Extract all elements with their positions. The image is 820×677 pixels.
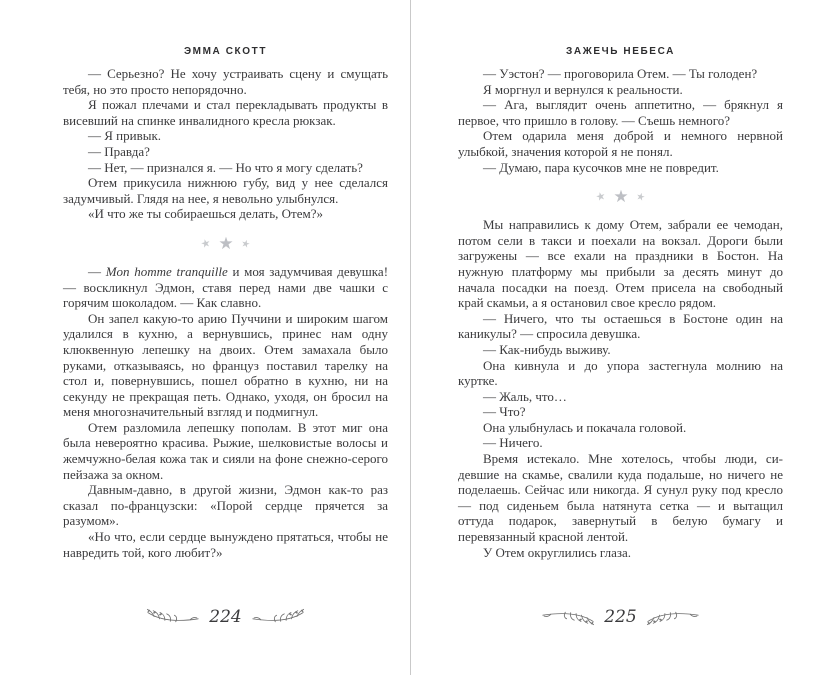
paragraph: — Как-нибудь выживу.	[483, 341, 611, 357]
star-icon: ★	[595, 190, 608, 205]
paragraph: «Но что, если сердце вынуждено прятаться, чтобы не навредить той, кого любит?»	[63, 529, 388, 560]
paragraph: — Серьезно? Не хочу устраивать сцену и смущать тебя, но это просто непорядочно.	[63, 66, 388, 97]
paragraph: — Что?	[483, 404, 526, 420]
paragraph: Отем разломила лепешку пополам. В этот миг она была невероятно красива. Рыжие, шелковистые волосы и жемчужно-белая кожа так и сияли на фоне снежно-серого пейзажа за окном.	[63, 419, 388, 482]
running-head-title: ЗАЖЕЧЬ НЕБЕСА	[566, 46, 675, 57]
paragraph: Отем одарила меня доброй и немного нервной улыбкой, значения которой я не понял.	[458, 128, 783, 159]
paragraph: — Я привык.	[88, 128, 162, 144]
paragraph: «И что же ты собираешься делать, Отем?»	[88, 206, 324, 222]
star-icon: ★	[239, 237, 251, 251]
paragraph: — Ага, выглядит очень аппетитно, — брякнул я первое, что пришло в голову. — Съешь немного?	[458, 97, 783, 128]
star-icon: ★	[218, 233, 234, 253]
paragraph: Время истекало. Мне хотелось, чтобы люди, сидевшие на скамье, свалили куда подальше, но ничего не поделаешь. Сейчас или никогда. Я сунул руку под кресло — под сиденьем была натянута сетка — и вытащил оттуда подарок, завернутый в белую бумагу и перевязанный красной лентой.	[458, 451, 783, 545]
paragraph: — Правда?	[88, 143, 150, 159]
running-head-author: ЭММА СКОТТ	[183, 46, 268, 57]
paragraph: — Уэстон? — проговорила Отем. — Ты голоден?	[483, 66, 758, 81]
paragraph: — Думаю, пара кусочков мне не повредит.	[483, 159, 719, 175]
paragraph: — Ничего.	[483, 435, 543, 451]
footer-flourish-left-icon	[541, 607, 595, 627]
paragraph: Отем прикусила нижнюю губу, вид у нее сделался задумчивый. Глядя на нее, я невольно улыбнулся.	[63, 175, 388, 206]
footer-flourish-right-icon	[251, 607, 305, 627]
paragraph: Она кивнула и до упора застегнула молнию на куртке.	[458, 357, 783, 389]
paragraph: — Нет, — признался я. — Но что я могу сделать?	[88, 159, 363, 175]
paragraph: — Mon homme tranquille и моя задумчивая девушка! — воскликнул Эдмон, ставя перед нами две чашки с горячим шоколадом. — Как славно.	[63, 263, 389, 311]
paragraph: Она улыбнулась и покачала головой.	[483, 419, 687, 435]
paragraph: У Отем округлились глаза.	[483, 544, 632, 560]
page-number-right: 225	[604, 607, 637, 627]
spread-divider	[410, 0, 411, 675]
paragraph: — Ничего, что ты остаешься в Бостоне один на каникулы? — спросила девушка.	[458, 310, 783, 342]
star-icon: ★	[613, 187, 629, 207]
page-left	[63, 0, 388, 677]
section-divider-stars	[458, 188, 783, 205]
page-number-left: 224	[209, 607, 242, 627]
star-icon: ★	[634, 191, 646, 205]
section-divider-stars	[63, 235, 388, 252]
paragraph: Давным-давно, в другой жизни, Эдмон как-то раз сказал по-французски: «Порой сердце прячется за разумом».	[63, 482, 388, 529]
page-footer-left	[63, 607, 388, 627]
star-icon: ★	[200, 236, 213, 251]
page-footer-right	[458, 607, 783, 627]
page-body-right	[458, 66, 783, 560]
page-body-left	[63, 66, 388, 560]
paragraph: — Жаль, что…	[483, 388, 567, 404]
paragraph: Мы направились к дому Отем, забрали ее чемодан, потом сели в такси и поехали на вокзал. Дороги были загружены — все ехали на праздники в Бостон. На нужную платформу мы прибыли за десять минут до начала посадки на поезд. Отем присела на свободный край скамьи, а я остановил свое кресло рядом.	[458, 217, 783, 311]
paragraph: Он запел какую-то арию Пуччини и широким шагом удалился в кухню, а вернувшись, принес нам одну клюквенную лепешку на двоих. Отем замахала было руками, отказываясь, но француз поставил тарелку на стол и, повернувшись, пошел обратно в кухню, ни на секунду не прекращая петь. Однако, уходя, он бросил на меня многозначительный взгляд и подмигнул.	[63, 310, 388, 420]
footer-flourish-left-icon	[146, 607, 200, 627]
paragraph: Я моргнул и вернулся к реальности.	[483, 81, 683, 97]
footer-flourish-right-icon	[646, 607, 700, 627]
page-right	[458, 0, 783, 677]
paragraph: Я пожал плечами и стал перекладывать продукты в висевший на спинке инвалидного кресла рюкзак.	[63, 97, 388, 128]
